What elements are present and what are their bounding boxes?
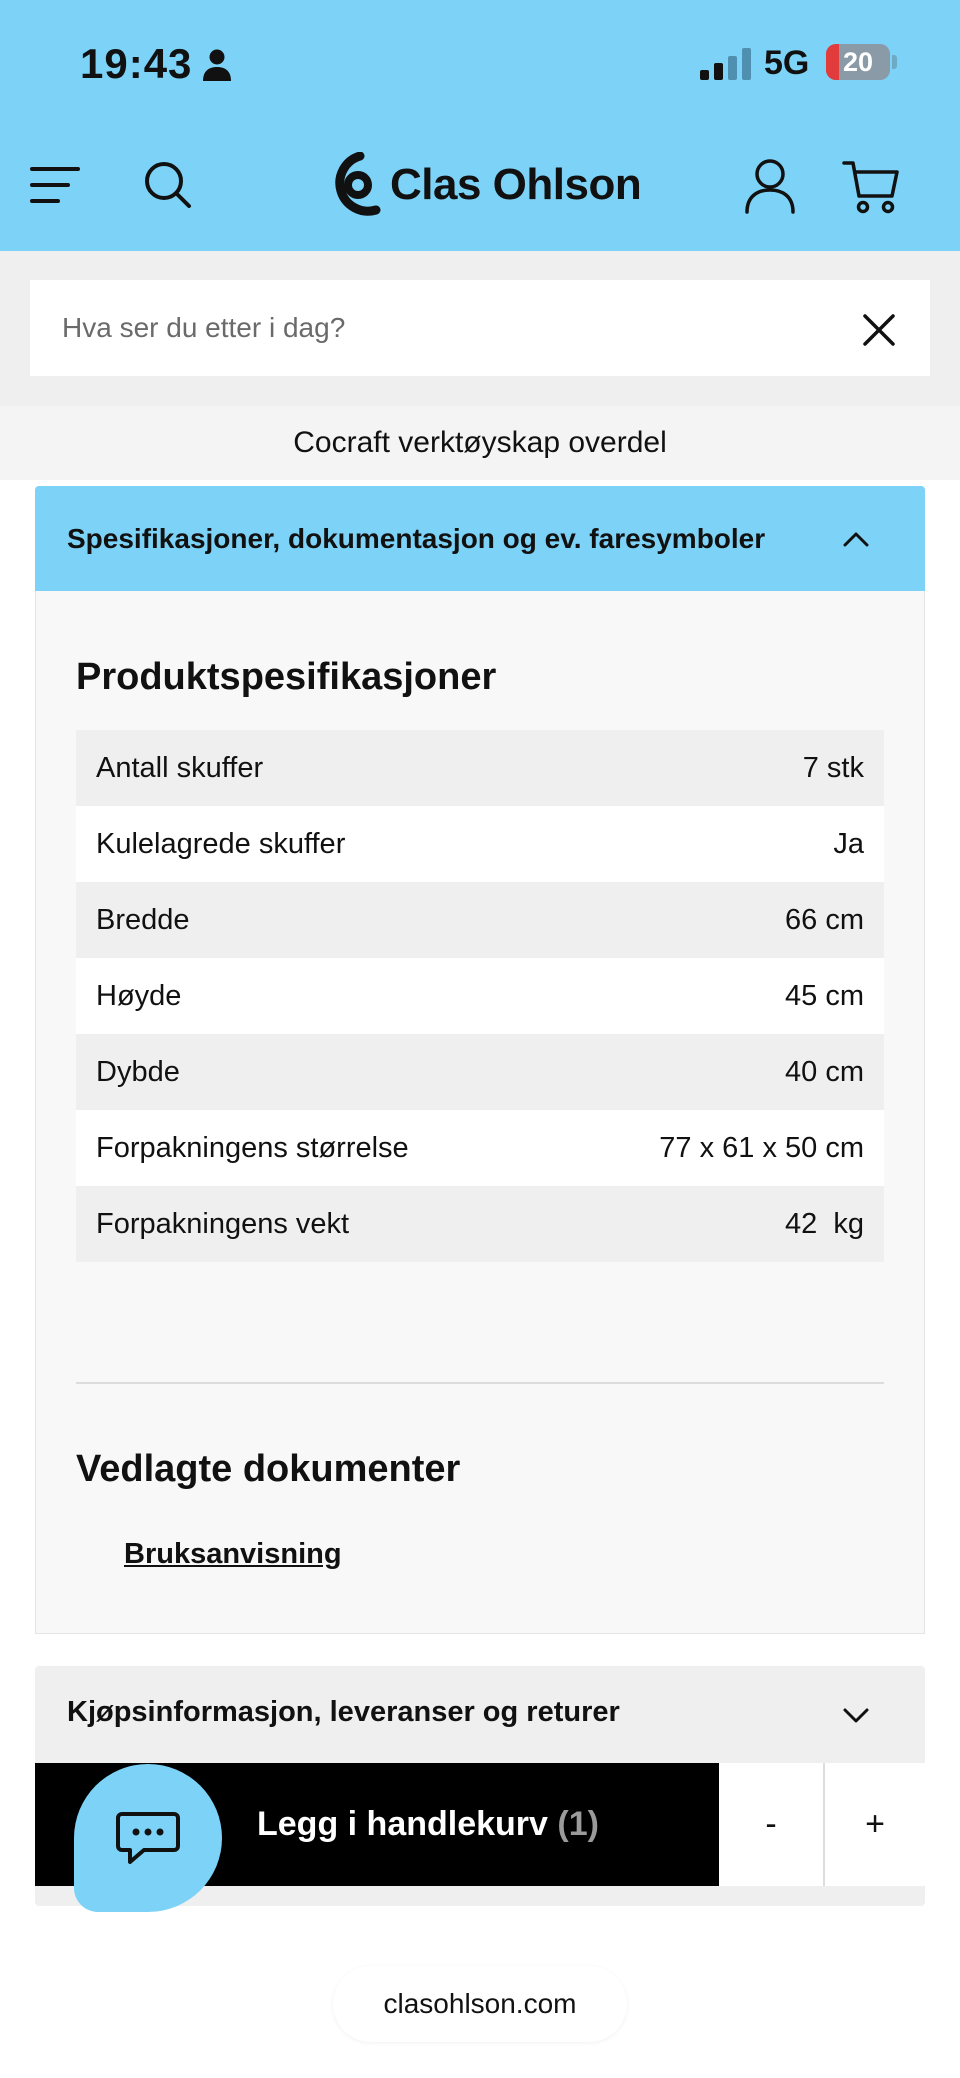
spec-table <box>76 730 884 1262</box>
cart-icon[interactable] <box>842 158 900 214</box>
chat-button[interactable] <box>74 1764 222 1912</box>
logo-mark-icon <box>330 152 382 218</box>
quantity-decrease-button[interactable]: - <box>719 1763 825 1886</box>
brand-name: Clas Ohlson <box>390 160 642 209</box>
status-time: 19:43 <box>80 40 193 87</box>
spec-value: 40 cm <box>785 1055 864 1088</box>
battery-icon <box>826 44 890 80</box>
quantity-increase-button[interactable]: + <box>825 1763 925 1886</box>
section-divider <box>76 1382 884 1384</box>
signal-icon <box>700 48 752 80</box>
spec-label: Bredde <box>96 903 190 936</box>
spec-row <box>76 806 884 882</box>
browser-url-bar[interactable]: clasohlson.com <box>333 1966 627 2042</box>
spec-row <box>76 730 884 806</box>
spec-value: 45 cm <box>785 979 864 1012</box>
brand-logo[interactable] <box>330 150 641 220</box>
specs-accordion-title: Spesifikasjoner, dokumentasjon og ev. faresymboler <box>67 523 766 554</box>
specs-heading: Produktspesifikasjoner <box>76 656 497 698</box>
chat-icon <box>116 1810 180 1866</box>
battery-level: 20 <box>842 47 874 77</box>
spec-value: Ja <box>833 827 864 860</box>
product-title: Cocraft verktøyskap overdel <box>0 406 960 480</box>
spec-row <box>76 958 884 1034</box>
spec-value: 77 x 61 x 50 cm <box>659 1131 864 1164</box>
spec-row <box>76 882 884 958</box>
spec-label: Høyde <box>96 979 182 1012</box>
spec-value: 42 kg <box>785 1207 864 1240</box>
spec-label: Antall skuffer <box>96 751 264 784</box>
person-icon <box>202 48 232 82</box>
app-header <box>0 0 960 251</box>
spec-row <box>76 1110 884 1186</box>
spec-row <box>76 1186 884 1262</box>
menu-icon[interactable] <box>30 163 80 207</box>
network-label: 5G <box>764 44 810 82</box>
spec-label: Kulelagrede skuffer <box>96 827 346 860</box>
status-bar <box>0 0 960 130</box>
chevron-up-icon <box>841 524 871 554</box>
spec-label: Dybde <box>96 1055 180 1088</box>
add-to-cart-label <box>257 1763 599 1886</box>
search-input[interactable] <box>30 280 830 376</box>
purchase-accordion-title: Kjøpsinformasjon, leveranser og returer <box>67 1696 620 1728</box>
spec-label: Forpakningens størrelse <box>96 1131 409 1164</box>
spec-label: Forpakningens vekt <box>96 1207 350 1240</box>
user-manual-link[interactable]: Bruksanvisning <box>124 1538 342 1570</box>
specs-accordion-header[interactable] <box>35 486 925 591</box>
add-to-cart-text: Legg i handlekurv <box>257 1805 548 1843</box>
spec-value: 7 stk <box>802 751 864 784</box>
search-icon[interactable] <box>143 160 193 210</box>
chevron-down-icon <box>841 1700 871 1730</box>
cart-count: (1) <box>557 1805 599 1843</box>
close-icon[interactable] <box>862 313 896 347</box>
documents-heading: Vedlagte dokumenter <box>76 1448 461 1490</box>
battery-cap <box>892 55 897 69</box>
user-icon[interactable] <box>744 158 796 214</box>
spec-row <box>76 1034 884 1110</box>
spec-value: 66 cm <box>785 903 864 936</box>
